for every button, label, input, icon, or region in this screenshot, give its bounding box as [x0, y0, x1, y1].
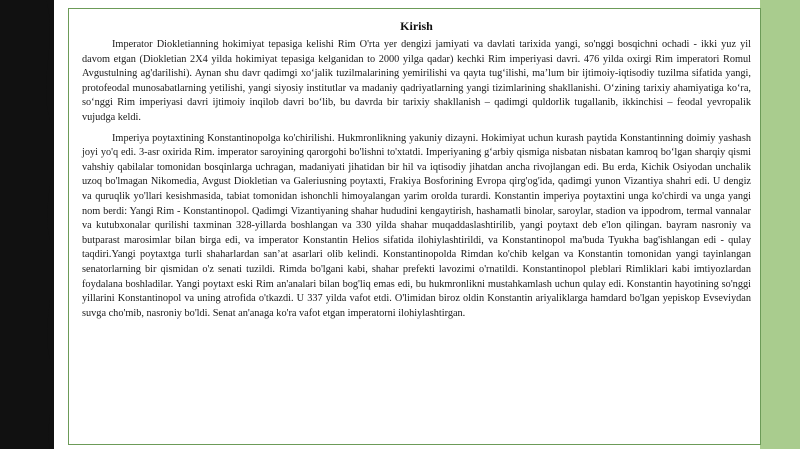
document-title: Kirish — [400, 19, 433, 33]
paragraph-capital: Imperiya poytaxtining Konstantinopolga ko'chirilishi. Hukmronlikning yakuniy dizayni. Hokimiyat uchun kurash paytida Konstantinning doimiy yashash joyi yo'q edi. 3-asr oxirida Rim. imperator saroyining qarorgohi bo'lishni to'xtatdi. Imperiyaning g‘arbiy qismiga nisbatan nisbatan kamroq bo‘lgan sharqiy qismi vahshiy qabilalar tomonidan bosqinlarga uchragan, madaniyati jihatidan bir hil va iqtisodiy jihatdan ancha rivojlangan edi. Bu erda, Kichik Osiyodan unchalik uzoq bo'lmagan Nikomedia, Avgust Diokletian va Galeriusning poytaxti, Frakiya Bosforining Evropa qirg'og'ida, qadimgi yunon Vizantiya shahri edi. U dengiz va quruqlik yo'llari kesishmasida, tabiat tomonidan ishonchli himoyalangan yarim orolda turardi. Konstantin imperiya poytaxtini unga ko'chirdi va unga yangi nom berdi: Yangi Rim - Konstantinopol. Qadimgi Vizantiyaning shahar hududini kengaytirish, hashamatli binolar, saroylar, stadion va ippodrom, termal vannalar va kutubxonalar qurilishi taxminan 328-yillarda boshlangan va 330 yilda shahar muqaddaslashtirilib, yangi poytaxt deb e'lon qilingan. bayram nasroniy va butparast marosimlar bilan birga edi, va imperator Konstantin Helios sifatida ilohiylashtirildi, va Konstantinopol ma'buda Tyukha bag'ishlangan edi - qulay taqdiri.Yangi poytaxtga turli shaharlardan san’at asarlari olib kelindi. Konstantinopolda Rimdan ko'chib kelgan va Konstantin tomonidan yangi tayinlangan senatorlarning bir qismidan o'z senati tuzildi. Rimda bo'lgani kabi, shahar prefekti lavozimi o'rnatildi. Konstantinopol pleblari Rimliklari kabi imtiyozlardan foydalana boshladilar. Yangi poytaxt eski Rim an'analari bilan bog'liq emas edi, bu hukmronlikni mustahkamlash uchun qulay edi. Konstantin hayotining so'nggi yillarini Konstantinopol va uning atrofida o'tkazdi. U 337 yilda vafot etdi. O'limidan biroz oldin Konstantin ariyaliklarga hamdard bo'lgan yepiskop Evseviydan suvga cho'mib, nasroniy bo'ldi. Senat an'anaga ko'ra vafot etgan imperatorni ilohiylashtirgan. — [82, 132, 751, 319]
left-wave-border — [0, 0, 60, 449]
document-page — [68, 8, 761, 445]
right-decorative-band — [760, 0, 800, 449]
paragraph-intro: Imperator Diokletianning hokimiyat tepasiga kelishi Rim O'rta yer dengizi jamiyati va davlati tarixida yangi, so'nggi bosqichni ochadi - ikki yuz yil davom etgan (Diokletian 2X4 yilda hokimiyat tepasiga kelganidan to 2000 yilga qadar) kechki Rim imperiyasi davri. 476 yilda oxirgi Rim imperatori Romul Avgustulning ag'darilishi). Aynan shu davr qadimgi xo‘jalik tuzilmalarining yemirilishi va qayta tug‘ilishi, ma’lum bir ijtimoiy-iqtisodiy tuzilma sifatida yangi, protofeodal munosabatlarning yetilishi, yangi siyosiy institutlar va madaniy qadriyatlarning yangi tizimlarining shakllanishi. O‘zining tarixiy ahamiyatiga ko‘ra, so‘nggi Rim imperiyasi davri ijtimoiy inqilob davri bo‘lib, bu davrda bir tarixiy shakllanish – qadimgi quldorlik tugallanib, ikkinchisi – feodal yevropalik vujudga keldi. — [82, 39, 751, 123]
